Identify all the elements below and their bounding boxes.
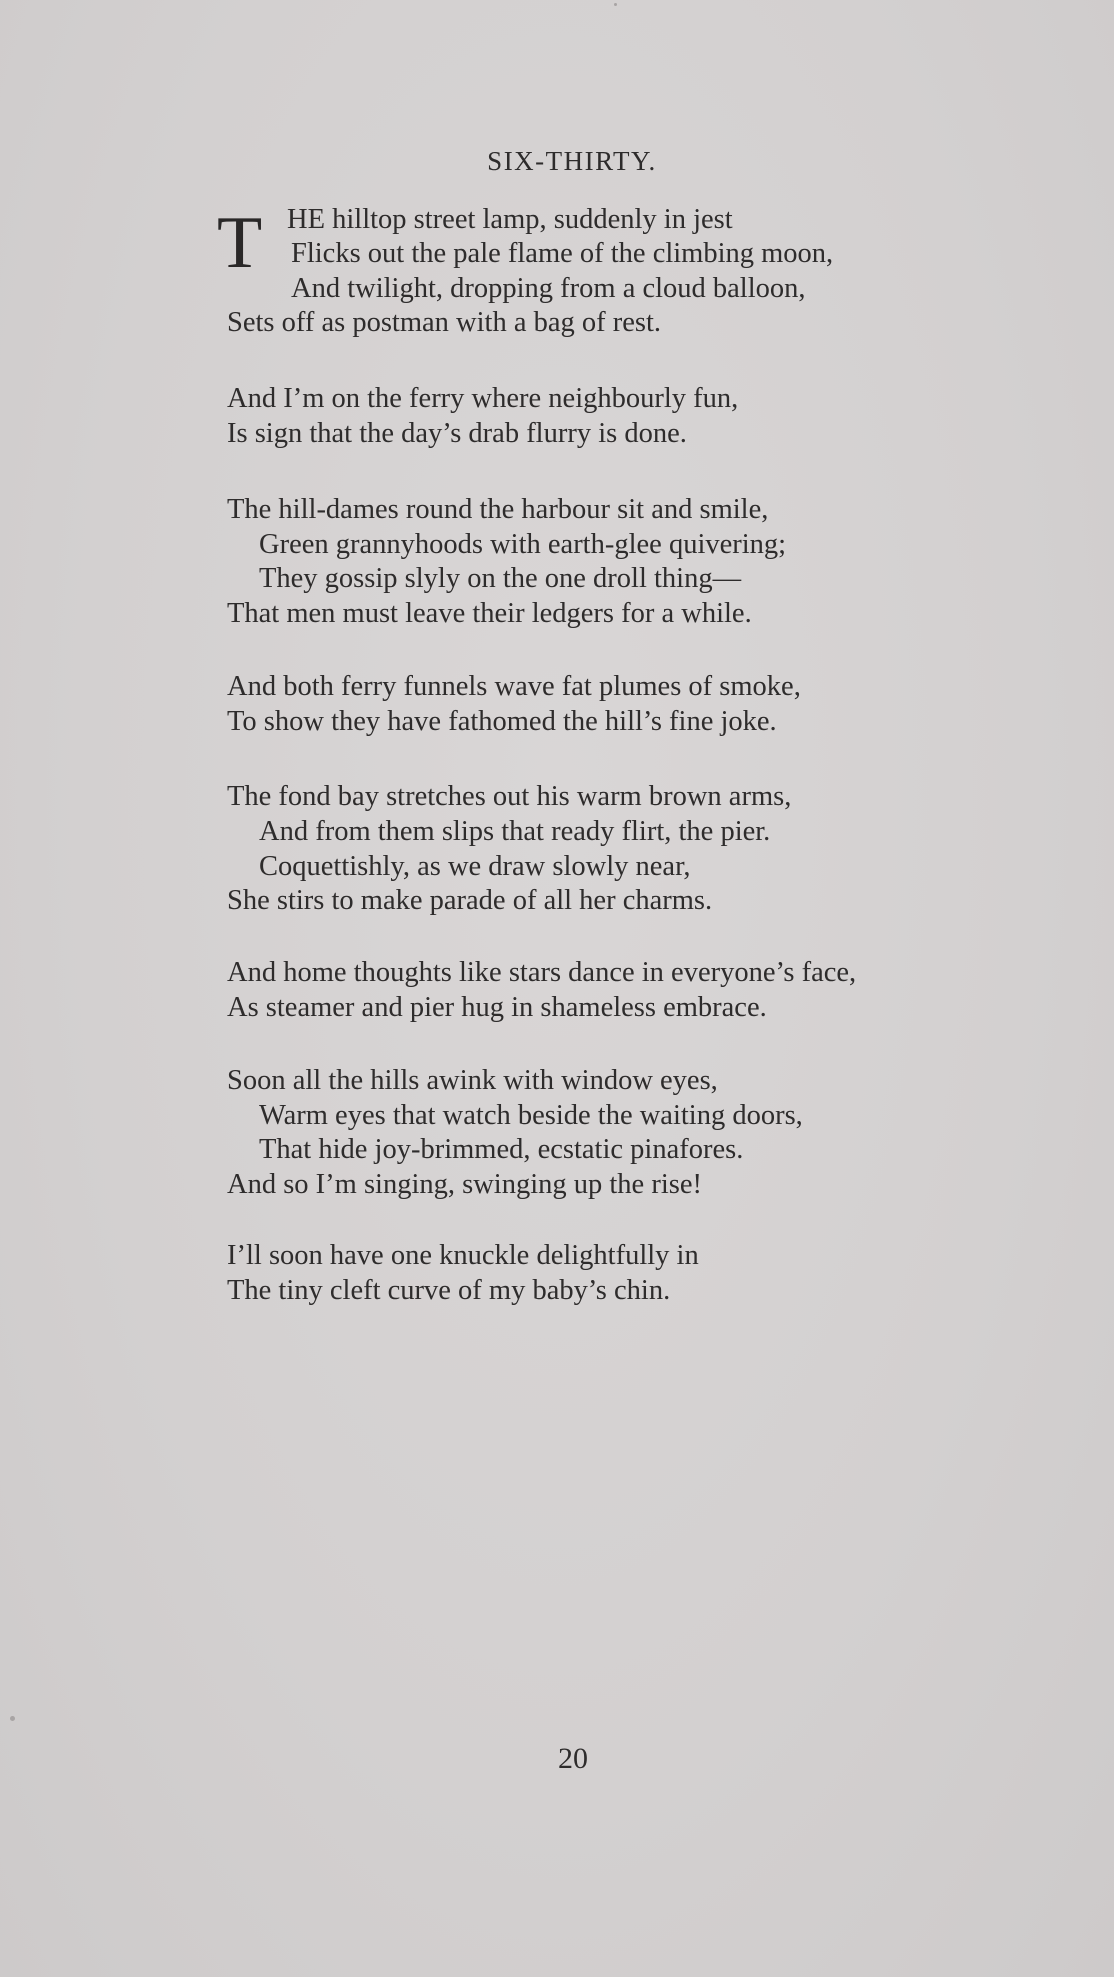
poem-line: The fond bay stretches out his warm brown arms,	[227, 781, 792, 812]
poem-line: And so I’m singing, swinging up the rise!	[227, 1169, 702, 1200]
page-number: 20	[558, 1742, 588, 1775]
poem-line: Flicks out the pale flame of the climbing moon,	[291, 238, 834, 269]
poem-line: And from them slips that ready flirt, the pier.	[259, 816, 771, 847]
poem-line: And both ferry funnels wave fat plumes of smoke,	[227, 671, 801, 702]
poem-line: Green grannyhoods with earth-glee quivering;	[259, 529, 787, 560]
poem-line: Soon all the hills awink with window eyes,	[227, 1065, 718, 1096]
poem-line: Warm eyes that watch beside the waiting doors,	[259, 1100, 803, 1131]
poem-line: To show they have fathomed the hill’s fine joke.	[227, 706, 777, 737]
poem-line: That hide joy-brimmed, ecstatic pinafores.	[259, 1134, 744, 1165]
poem-line: Is sign that the day’s drab flurry is done.	[227, 418, 687, 449]
poem-line: I’ll soon have one knuckle delightfully in	[227, 1240, 699, 1271]
poem-line: They gossip slyly on the one droll thing—	[259, 563, 742, 594]
poem-line: And I’m on the ferry where neighbourly fun,	[227, 383, 739, 414]
poem-line: HE hilltop street lamp, suddenly in jest	[287, 204, 733, 235]
drop-cap-letter: T	[217, 202, 263, 284]
poem-line: And twilight, dropping from a cloud balloon,	[291, 273, 806, 304]
poem-title: SIX-THIRTY.	[487, 146, 657, 176]
poem-line: The hill-dames round the harbour sit and smile,	[227, 494, 769, 525]
poem-line: Coquettishly, as we draw slowly near,	[259, 851, 691, 882]
poem-line: She stirs to make parade of all her charms.	[227, 885, 713, 916]
poem-line: As steamer and pier hug in shameless embrace.	[227, 992, 767, 1023]
poem-line: And home thoughts like stars dance in everyone’s face,	[227, 957, 857, 988]
poem-line: Sets off as postman with a bag of rest.	[227, 307, 662, 338]
poem-line: The tiny cleft curve of my baby’s chin.	[227, 1275, 671, 1306]
poem-line: That men must leave their ledgers for a while.	[227, 598, 752, 629]
paper-speck	[10, 1716, 15, 1721]
paper-speck	[614, 3, 617, 6]
